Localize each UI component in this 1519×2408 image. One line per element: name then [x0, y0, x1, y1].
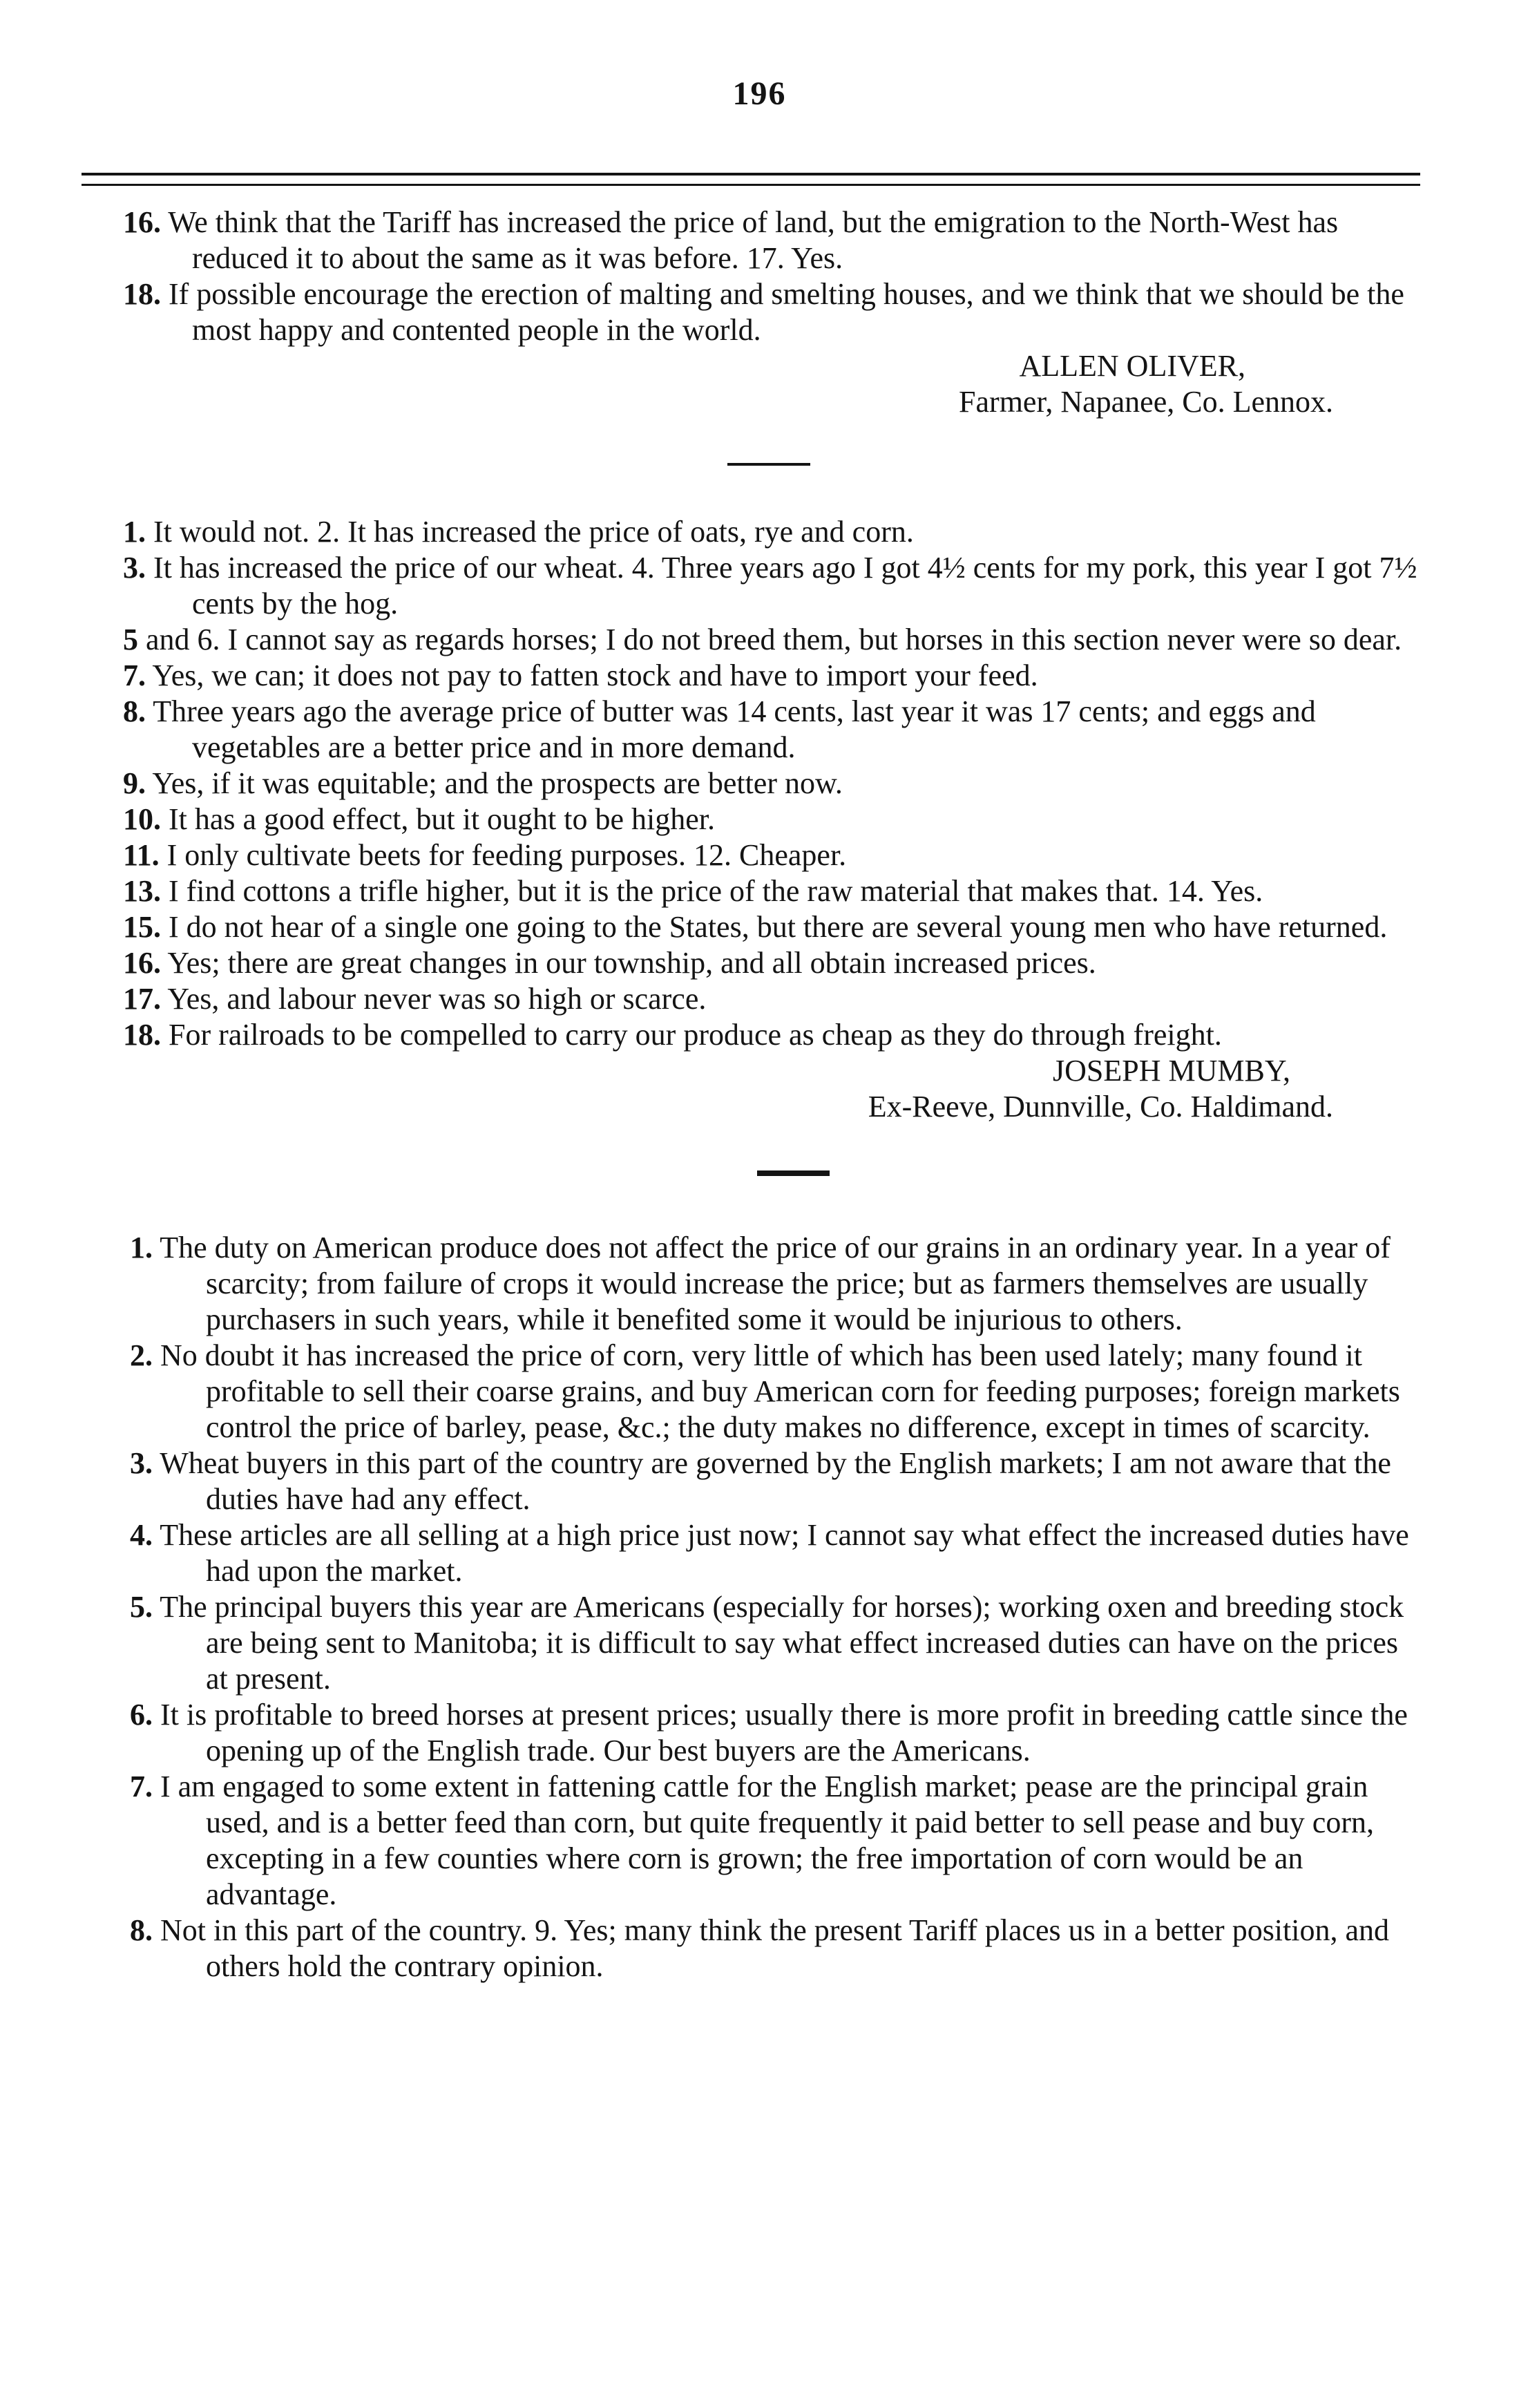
answer-item — [82, 981, 1422, 1017]
item-number: 7. — [130, 1770, 153, 1803]
item-number: 6. — [130, 1698, 153, 1732]
item-text: The duty on American produce does not affect the price of our grains in an ordinary year. In a year of scarcity; from failure of crops it would increase the price; but as farmers themselves are usually purchasers in such years, while it benefited some it would be injurious to others. — [160, 1231, 1391, 1336]
answer-item — [82, 766, 1422, 802]
answer-item — [82, 1230, 1422, 1338]
item-text: It is profitable to breed horses at present prices; usually there is more profit in breeding cattle since the opening up of the English trade. Our best buyers are the Americans. — [160, 1698, 1408, 1767]
answer-item — [82, 1445, 1422, 1517]
signature-name: JOSEPH MUMBY, — [1053, 1054, 1290, 1088]
answer-item — [82, 514, 1422, 550]
item-text: I only cultivate beets for feeding purposes. 12. Cheaper. — [166, 838, 847, 872]
item-text: No doubt it has increased the price of corn, very little of which has been used lately; many found it profitable to sell their coarse grains, and buy American corn for feeding purposes; foreign markets control the price of barley, pease, &c.; the duty makes no difference, except in times of scarcity. — [160, 1338, 1400, 1444]
item-number: 2. — [130, 1338, 153, 1372]
answer-item — [82, 1913, 1422, 1984]
item-number: 5. — [130, 1590, 153, 1624]
answer-item — [82, 205, 1422, 276]
item-text: We think that the Tariff has increased the price of land, but the emigration to the North-West has reduced it to about the same as it was before. 17. Yes. — [168, 205, 1339, 275]
signature-role: Farmer, Napanee, Co. Lennox. — [959, 385, 1333, 419]
answer-item — [82, 550, 1422, 622]
answer-item — [82, 1017, 1422, 1053]
item-text: I am engaged to some extent in fattening cattle for the English market; pease are the principal grain used, and is a better feed than corn, but quite frequently it paid better to sell pease and buy corn, excepting in a few counties where corn is grown; the free importation of corn would be an advantage. — [160, 1770, 1374, 1911]
item-number: 1. — [130, 1231, 153, 1264]
item-number: 5 — [123, 623, 138, 656]
answer-item — [82, 276, 1422, 348]
item-text: It has increased the price of our wheat. 4. Three years ago I got 4½ cents for my pork, this year I got 7½ cents by the hog. — [153, 551, 1417, 620]
signature-role: Ex-Reeve, Dunnville, Co. Haldimand. — [868, 1090, 1333, 1124]
section-divider — [727, 463, 810, 466]
item-number: 18. — [123, 277, 161, 311]
answer-item — [82, 622, 1422, 658]
answer-item — [82, 1769, 1422, 1913]
item-number: 3. — [130, 1446, 153, 1480]
item-number: 10. — [123, 802, 161, 836]
item-text: It has a good effect, but it ought to be higher. — [169, 802, 716, 836]
answer-item — [82, 1517, 1422, 1589]
item-number: 17. — [123, 982, 161, 1016]
section-allen-oliver — [82, 205, 1422, 420]
answer-item — [82, 694, 1422, 766]
item-number: 7. — [123, 658, 146, 692]
answer-item — [82, 1697, 1422, 1769]
item-text: Yes, if it was equitable; and the prospects are better now. — [152, 766, 843, 800]
signature-name: ALLEN OLIVER, — [1019, 349, 1245, 383]
item-text: The principal buyers this year are Americans (especially for horses); working oxen and breeding stock are being sent to Manitoba; it is difficult to say what effect increased duties can have on the prices at present. — [160, 1590, 1404, 1696]
item-number: 1. — [123, 515, 146, 549]
header-rule-top — [82, 173, 1420, 176]
item-number: 8. — [130, 1913, 153, 1947]
item-text: Not in this part of the country. 9. Yes; many think the present Tariff places us in a better position, and others hold the contrary opinion. — [160, 1913, 1390, 1983]
item-number: 15. — [123, 910, 161, 944]
item-text: It would not. 2. It has increased the price of oats, rye and corn. — [153, 515, 914, 549]
page-content — [82, 205, 1422, 1984]
answer-item — [82, 1338, 1422, 1445]
section-third-respondent — [82, 1230, 1422, 1984]
answer-item — [82, 909, 1422, 945]
item-number: 13. — [123, 874, 161, 908]
item-number: 18. — [123, 1018, 161, 1052]
item-number: 3. — [123, 551, 146, 585]
item-text: I do not hear of a single one going to the States, but there are several young men who have returned. — [169, 910, 1388, 944]
answer-item — [82, 658, 1422, 694]
answer-item — [82, 837, 1422, 873]
item-text: If possible encourage the erection of malting and smelting houses, and we think that we should be the most happy and contented people in the world. — [169, 277, 1404, 347]
page-number: 196 — [732, 75, 787, 112]
item-text: Wheat buyers in this part of the country are governed by the English markets; I am not aware that the duties have had any effect. — [160, 1446, 1391, 1516]
answer-item — [82, 802, 1422, 837]
item-number: 16. — [123, 946, 161, 980]
item-number: 4. — [130, 1518, 153, 1552]
section-joseph-mumby — [82, 514, 1422, 1125]
answer-item — [82, 873, 1422, 909]
item-text: Yes; there are great changes in our township, and all obtain increased prices. — [167, 946, 1096, 980]
item-number: 8. — [123, 694, 146, 728]
item-number: 9. — [123, 766, 146, 800]
item-text: These articles are all selling at a high price just now; I cannot say what effect the increased duties have had upon the market. — [160, 1518, 1409, 1588]
item-text: I find cottons a trifle higher, but it is the price of the raw material that makes that. 14. Yes. — [169, 874, 1263, 908]
item-text: Yes, and labour never was so high or scarce. — [167, 982, 707, 1016]
item-number: 11. — [123, 838, 160, 872]
header-rule-bottom — [82, 184, 1420, 186]
section-divider — [757, 1170, 830, 1176]
item-text: Yes, we can; it does not pay to fatten stock and have to import your feed. — [152, 658, 1038, 692]
item-text: Three years ago the average price of butter was 14 cents, last year it was 17 cents; and eggs and vegetables are a better price and in more demand. — [153, 694, 1316, 764]
answer-item — [82, 1589, 1422, 1697]
item-text: For railroads to be compelled to carry our produce as cheap as they do through freight. — [169, 1018, 1222, 1052]
item-text: and 6. I cannot say as regards horses; I do not breed them, but horses in this section never were so dear. — [146, 623, 1402, 656]
answer-item — [82, 945, 1422, 981]
item-number: 16. — [123, 205, 161, 239]
